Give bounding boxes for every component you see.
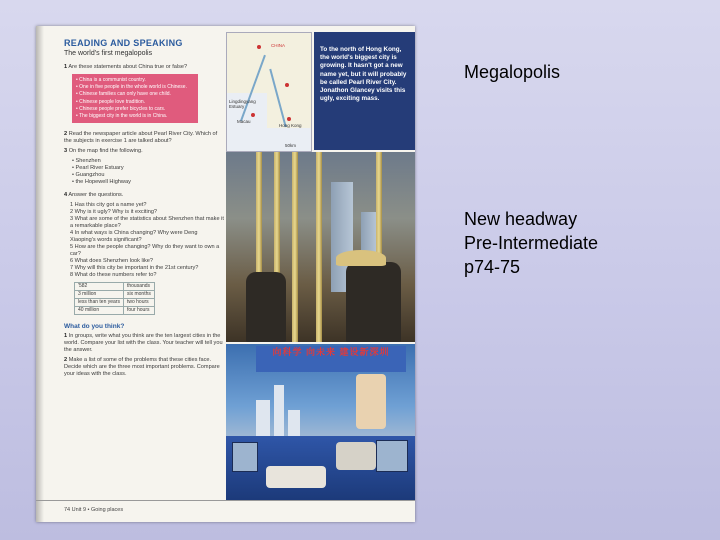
comprehension-question: 3 What are some of the statistics about Shenzhen that make it a remarkable place? [70, 216, 224, 230]
table-row [75, 307, 155, 315]
question-1: 1 Are these statements about China true or false? [64, 64, 188, 70]
page-footer [36, 500, 415, 522]
worker-figure [346, 262, 401, 342]
statement-item: • Chinese people love tradition. [76, 99, 194, 106]
place-item: • the Hopewell Highway [72, 179, 224, 186]
question-4: 4 Answer the questions. [64, 192, 124, 199]
question-3: 3 On the map find the following. [64, 148, 143, 155]
source-line: New headway [464, 209, 578, 229]
map-city-marker [285, 83, 289, 87]
textbook-page-scan [36, 26, 415, 522]
pearl-river-map [226, 32, 312, 152]
table-cell: two hours [123, 299, 154, 307]
table-cell: thousands [123, 283, 154, 291]
comprehension-questions [70, 202, 224, 279]
question-4-text: Answer the questions. [68, 192, 124, 199]
bamboo-pole [292, 152, 298, 342]
place-item: • Guangzhou [72, 172, 224, 179]
article-intro-text: To the north of Hong Kong, the world's biggest city is growing. It hasn't got a new name yet, but it will probably be called Pearl River City. Jonathon Glancey visits this ugly, exciting mass. [320, 46, 407, 103]
slide-title: Megalopolis [464, 62, 561, 82]
question-3-text: On the map find the following. [68, 148, 143, 155]
statement-item: • One in five people in the whole world is Chinese. [76, 84, 194, 91]
page-binding-shadow [36, 26, 44, 522]
map-scale: 50km [285, 143, 297, 148]
table-row [75, 283, 155, 291]
billboard-figure [356, 374, 386, 429]
discussion-task-1-text: In groups, write what you think are the ten largest cities in the world. Compare your list with the class. Your teacher will tell you the answer. [64, 333, 223, 354]
comprehension-question: 7 Why will this city be important in the 21st century? [70, 265, 199, 272]
statement-item: • Chinese people prefer bicycles to cars. [76, 106, 194, 113]
page-footer-text: 74 Unit 9 • Going places [64, 507, 124, 513]
numbers-table [74, 282, 155, 315]
map-label-estuary: Lingdingyang Estuary [229, 99, 256, 109]
map-city-marker [287, 117, 291, 121]
discussion-task-1: 1 In groups, write what you think are the ten largest cities in the world. Compare your list with the class. Your teacher will tell you the answer. [64, 333, 223, 354]
comprehension-question: 1 Has this city got a name yet? [70, 202, 147, 209]
worker-hat [336, 250, 386, 266]
question-2-text: Read the newspaper article about Pearl River City. Which of the subjects in exercise 1 are talked about? [64, 131, 218, 145]
source-line: Pre-Intermediate [464, 233, 599, 253]
map-city-marker [257, 45, 261, 49]
question-1-text: Are these statements about China true or false? [68, 64, 188, 70]
comprehension-question: 2 Why is it ugly? Why is it exciting? [70, 209, 158, 216]
truck-window [376, 440, 408, 472]
article-subtitle: The world's first megalopolis [64, 50, 153, 57]
section-title: READING AND SPEAKING [64, 38, 183, 48]
passenger-figure [266, 466, 326, 488]
billboard-building [274, 385, 284, 440]
place-item: • Pearl River Estuary [72, 165, 224, 172]
map-label-macau: Macau [237, 119, 251, 124]
table-cell: four hours [123, 307, 154, 315]
map-label-china: CHINA [271, 43, 286, 48]
places-list [72, 158, 224, 186]
bamboo-pole [316, 152, 322, 342]
blue-truck [226, 436, 415, 500]
discussion-task-2: 2 Make a list of some of the problems that these cities face. Decide which are the three most important problems. Compare your ideas with the class. [64, 357, 220, 378]
comprehension-question: 5 How are the people changing? Why do they want to own a car? [70, 244, 220, 258]
table-cell: six months [123, 291, 154, 299]
table-cell: 3 million [75, 291, 124, 299]
passenger-figure [336, 442, 376, 470]
construction-photo [226, 152, 415, 342]
billboard-slogan: 向科学 向未来 建设新深圳 [256, 346, 406, 372]
statement-item: • The biggest city in the world is in China. [76, 113, 194, 120]
comprehension-question: 6 What does Shenzhen look like? [70, 258, 154, 265]
source-line: p74-75 [464, 257, 521, 277]
slide-source [464, 207, 704, 279]
table-cell: less than ten years [75, 299, 124, 307]
discussion-heading: What do you think? [64, 323, 125, 331]
comprehension-question: 4 In what ways is China changing? Why were Deng Xiaoping's words significant? [70, 230, 198, 244]
map-land [267, 88, 311, 128]
statement-item: • Chinese families can only have one child. [76, 91, 194, 98]
statements-box [72, 74, 198, 123]
question-2: 2 Read the newspaper article about Pearl River City. Which of the subjects in exercise 1 are talked about? [64, 131, 218, 145]
table-cell: '582 [75, 283, 124, 291]
billboard-photo [226, 344, 415, 500]
table-cell: 40 million [75, 307, 124, 315]
table-row [75, 291, 155, 299]
worker-figure [246, 272, 286, 342]
discussion-task-2-text: Make a list of some of the problems that these cities face. Decide which are the three most important problems. Compare your ideas with the class. [64, 357, 220, 378]
article-intro-box [314, 32, 415, 150]
billboard-building [256, 400, 270, 440]
map-label-hong-kong: Hong Kong [279, 123, 302, 128]
statement-item: • China is a communist country. [76, 77, 194, 84]
map-land [227, 33, 311, 93]
truck-window [232, 442, 258, 472]
map-city-marker [251, 113, 255, 117]
comprehension-question: 8 What do these numbers refer to? [70, 272, 157, 279]
textbook-left-column [64, 38, 224, 508]
place-item: • Shenzhen [72, 158, 224, 165]
table-row [75, 299, 155, 307]
